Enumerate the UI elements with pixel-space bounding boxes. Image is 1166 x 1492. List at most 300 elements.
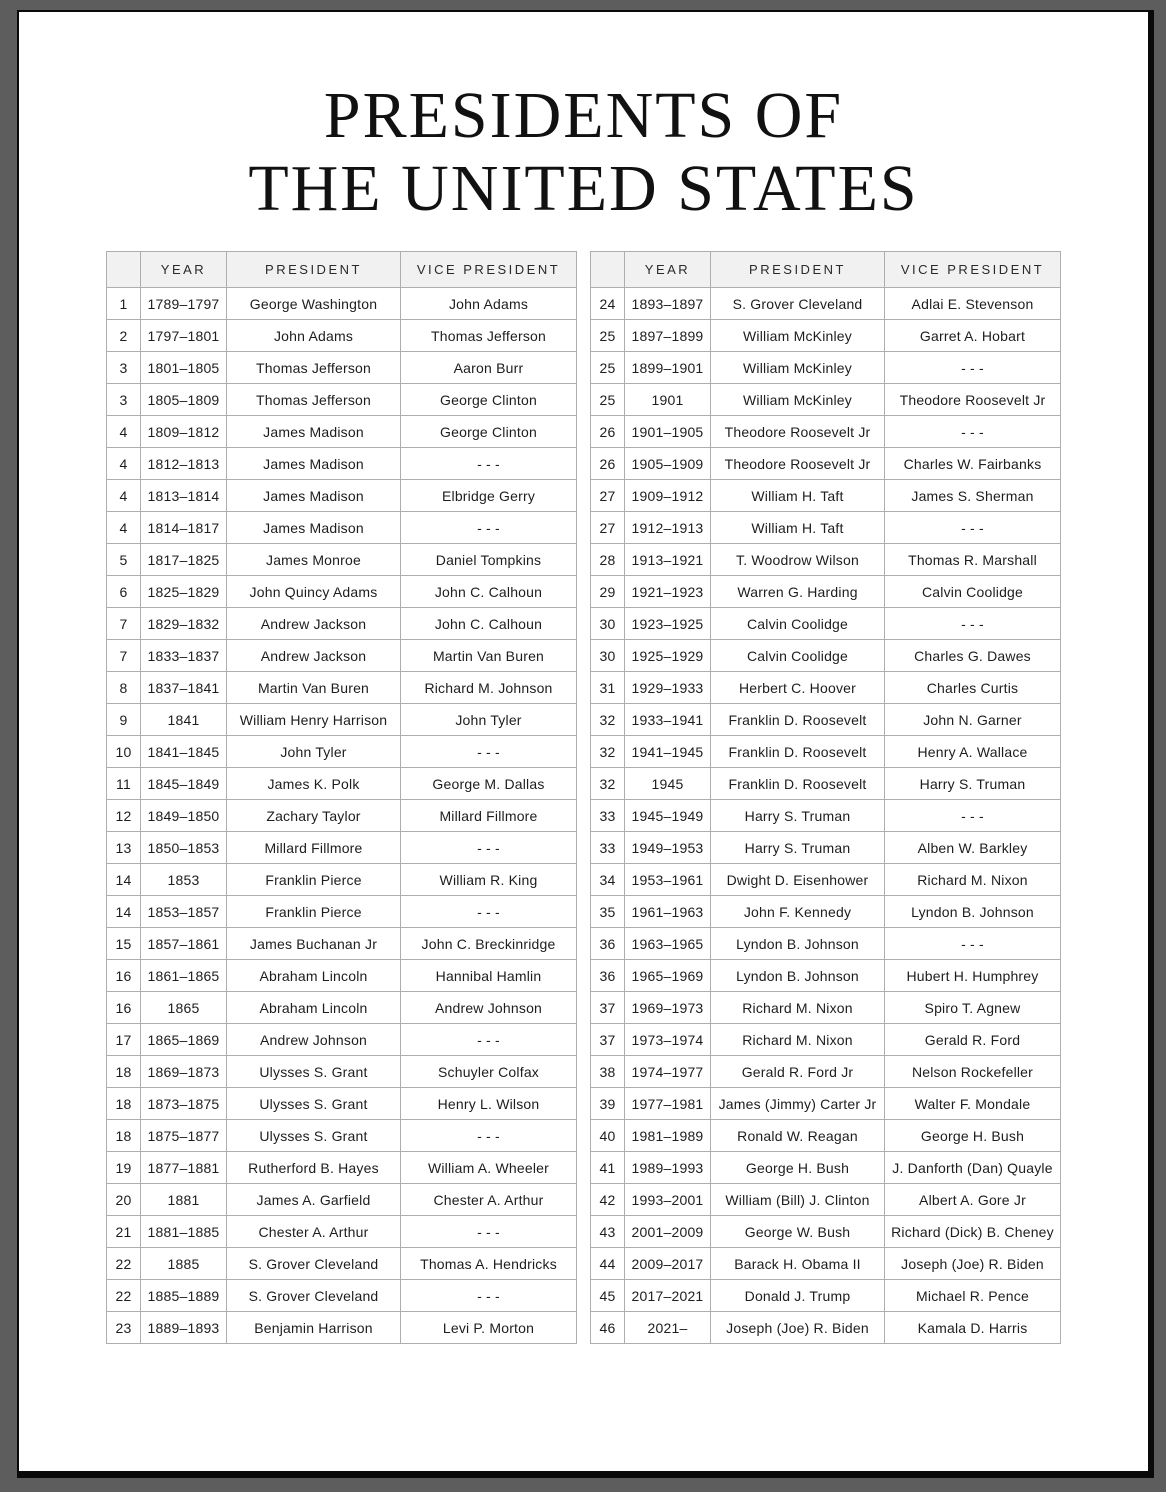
cell-president: Franklin Pierce: [227, 864, 401, 896]
cell-vice-president: - - -: [401, 832, 577, 864]
cell-year: 1945–1949: [625, 800, 711, 832]
cell-number: 42: [591, 1184, 625, 1216]
cell-year: 1875–1877: [141, 1120, 227, 1152]
table-row: [107, 960, 577, 992]
table-row: [107, 1056, 577, 1088]
cell-year: 1953–1961: [625, 864, 711, 896]
table-row: [107, 832, 577, 864]
cell-year: 1877–1881: [141, 1152, 227, 1184]
cell-vice-president: Charles G. Dawes: [885, 640, 1061, 672]
cell-year: 1912–1913: [625, 512, 711, 544]
cell-number: 16: [107, 992, 141, 1024]
cell-vice-president: William R. King: [401, 864, 577, 896]
cell-president: Ulysses S. Grant: [227, 1120, 401, 1152]
cell-president: Andrew Johnson: [227, 1024, 401, 1056]
cell-vice-president: Joseph (Joe) R. Biden: [885, 1248, 1061, 1280]
cell-vice-president: - - -: [885, 416, 1061, 448]
cell-vice-president: John Adams: [401, 288, 577, 320]
cell-year: 1901: [625, 384, 711, 416]
cell-year: 1809–1812: [141, 416, 227, 448]
table-row: [591, 384, 1061, 416]
cell-number: 4: [107, 512, 141, 544]
table-body-left: [107, 288, 577, 1344]
table-row: [107, 480, 577, 512]
cell-president: William (Bill) J. Clinton: [711, 1184, 885, 1216]
cell-number: 27: [591, 512, 625, 544]
cell-vice-president: Walter F. Mondale: [885, 1088, 1061, 1120]
cell-president: Lyndon B. Johnson: [711, 960, 885, 992]
cell-president: S. Grover Cleveland: [227, 1248, 401, 1280]
cell-vice-president: William A. Wheeler: [401, 1152, 577, 1184]
header-year: YEAR: [141, 252, 227, 288]
header-number: [107, 252, 141, 288]
cell-vice-president: - - -: [401, 1280, 577, 1312]
cell-president: James Madison: [227, 416, 401, 448]
cell-president: George Washington: [227, 288, 401, 320]
cell-number: 40: [591, 1120, 625, 1152]
cell-vice-president: - - -: [885, 352, 1061, 384]
page-title-line-2: THE UNITED STATES: [248, 151, 919, 225]
cell-number: 44: [591, 1248, 625, 1280]
cell-year: 1923–1925: [625, 608, 711, 640]
cell-president: S. Grover Cleveland: [711, 288, 885, 320]
cell-number: 18: [107, 1120, 141, 1152]
cell-year: 1873–1875: [141, 1088, 227, 1120]
cell-vice-president: John C. Calhoun: [401, 608, 577, 640]
cell-year: 1869–1873: [141, 1056, 227, 1088]
cell-president: William McKinley: [711, 384, 885, 416]
table-row: [591, 1312, 1061, 1344]
cell-president: Ulysses S. Grant: [227, 1088, 401, 1120]
cell-vice-president: Albert A. Gore Jr: [885, 1184, 1061, 1216]
cell-year: 1969–1973: [625, 992, 711, 1024]
cell-president: Abraham Lincoln: [227, 960, 401, 992]
cell-vice-president: Charles Curtis: [885, 672, 1061, 704]
cell-year: 1833–1837: [141, 640, 227, 672]
cell-year: 1853: [141, 864, 227, 896]
cell-number: 14: [107, 896, 141, 928]
cell-president: Martin Van Buren: [227, 672, 401, 704]
cell-vice-president: Schuyler Colfax: [401, 1056, 577, 1088]
table-row: [107, 1280, 577, 1312]
cell-year: 1865–1869: [141, 1024, 227, 1056]
table-row: [107, 576, 577, 608]
table-row: [591, 736, 1061, 768]
cell-vice-president: Harry S. Truman: [885, 768, 1061, 800]
cell-number: 4: [107, 448, 141, 480]
cell-vice-president: - - -: [885, 608, 1061, 640]
cell-year: 1901–1905: [625, 416, 711, 448]
cell-number: 32: [591, 704, 625, 736]
cell-number: 25: [591, 352, 625, 384]
cell-president: William H. Taft: [711, 480, 885, 512]
cell-vice-president: Hubert H. Humphrey: [885, 960, 1061, 992]
cell-president: Andrew Jackson: [227, 608, 401, 640]
table-row: [107, 416, 577, 448]
cell-president: Calvin Coolidge: [711, 640, 885, 672]
table-row: [107, 1184, 577, 1216]
cell-number: 41: [591, 1152, 625, 1184]
cell-vice-president: George Clinton: [401, 384, 577, 416]
cell-president: T. Woodrow Wilson: [711, 544, 885, 576]
cell-year: 1861–1865: [141, 960, 227, 992]
cell-president: William H. Taft: [711, 512, 885, 544]
cell-year: 1829–1832: [141, 608, 227, 640]
cell-number: 22: [107, 1248, 141, 1280]
table-row: [591, 800, 1061, 832]
cell-vice-president: Calvin Coolidge: [885, 576, 1061, 608]
table-row: [107, 1088, 577, 1120]
cell-number: 36: [591, 928, 625, 960]
table-row: [107, 992, 577, 1024]
cell-president: Franklin D. Roosevelt: [711, 736, 885, 768]
cell-vice-president: Daniel Tompkins: [401, 544, 577, 576]
table-row: [107, 672, 577, 704]
cell-year: 1921–1923: [625, 576, 711, 608]
table-row: [107, 448, 577, 480]
cell-vice-president: Millard Fillmore: [401, 800, 577, 832]
cell-vice-president: Richard (Dick) B. Cheney: [885, 1216, 1061, 1248]
cell-year: 1865: [141, 992, 227, 1024]
cell-number: 17: [107, 1024, 141, 1056]
table-body-right: [591, 288, 1061, 1344]
cell-number: 4: [107, 480, 141, 512]
cell-number: 43: [591, 1216, 625, 1248]
cell-president: John Tyler: [227, 736, 401, 768]
cell-number: 7: [107, 640, 141, 672]
cell-president: Harry S. Truman: [711, 800, 885, 832]
cell-year: 1837–1841: [141, 672, 227, 704]
table-row: [591, 320, 1061, 352]
presidents-table-right: [590, 251, 1061, 1344]
cell-number: 30: [591, 640, 625, 672]
cell-number: 2: [107, 320, 141, 352]
cell-year: 2001–2009: [625, 1216, 711, 1248]
cell-president: Thomas Jefferson: [227, 352, 401, 384]
table-header: [107, 252, 577, 288]
cell-number: 22: [107, 1280, 141, 1312]
table-row: [591, 480, 1061, 512]
table-row: [591, 608, 1061, 640]
cell-number: 24: [591, 288, 625, 320]
cell-year: 1885–1889: [141, 1280, 227, 1312]
cell-vice-president: Lyndon B. Johnson: [885, 896, 1061, 928]
table-row: [107, 352, 577, 384]
cell-number: 18: [107, 1088, 141, 1120]
cell-year: 1929–1933: [625, 672, 711, 704]
table-row: [591, 1024, 1061, 1056]
cell-year: 2009–2017: [625, 1248, 711, 1280]
cell-vice-president: Aaron Burr: [401, 352, 577, 384]
cell-number: 39: [591, 1088, 625, 1120]
table-row: [107, 1024, 577, 1056]
cell-president: Zachary Taylor: [227, 800, 401, 832]
cell-president: John Adams: [227, 320, 401, 352]
cell-year: 1993–2001: [625, 1184, 711, 1216]
cell-vice-president: J. Danforth (Dan) Quayle: [885, 1152, 1061, 1184]
cell-president: James A. Garfield: [227, 1184, 401, 1216]
cell-president: William Henry Harrison: [227, 704, 401, 736]
table-row: [107, 928, 577, 960]
cell-number: 1: [107, 288, 141, 320]
cell-president: Franklin D. Roosevelt: [711, 704, 885, 736]
cell-president: Ulysses S. Grant: [227, 1056, 401, 1088]
cell-vice-president: - - -: [885, 512, 1061, 544]
cell-number: 32: [591, 736, 625, 768]
cell-number: 19: [107, 1152, 141, 1184]
header-year: YEAR: [625, 252, 711, 288]
cell-vice-president: Thomas A. Hendricks: [401, 1248, 577, 1280]
table-row: [107, 1312, 577, 1344]
cell-number: 16: [107, 960, 141, 992]
cell-president: S. Grover Cleveland: [227, 1280, 401, 1312]
cell-vice-president: - - -: [885, 928, 1061, 960]
table-row: [591, 288, 1061, 320]
table-row: [591, 864, 1061, 896]
header-number: [591, 252, 625, 288]
table-row: [591, 1056, 1061, 1088]
cell-president: Thomas Jefferson: [227, 384, 401, 416]
cell-president: Barack H. Obama II: [711, 1248, 885, 1280]
cell-number: 10: [107, 736, 141, 768]
cell-number: 11: [107, 768, 141, 800]
cell-vice-president: George Clinton: [401, 416, 577, 448]
cell-number: 30: [591, 608, 625, 640]
table-row: [107, 704, 577, 736]
cell-president: Theodore Roosevelt Jr: [711, 448, 885, 480]
table-row: [591, 1216, 1061, 1248]
cell-year: 1977–1981: [625, 1088, 711, 1120]
header-president: PRESIDENT: [711, 252, 885, 288]
cell-president: Herbert C. Hoover: [711, 672, 885, 704]
cell-vice-president: Kamala D. Harris: [885, 1312, 1061, 1344]
cell-vice-president: Spiro T. Agnew: [885, 992, 1061, 1024]
cell-year: 1805–1809: [141, 384, 227, 416]
cell-vice-president: Alben W. Barkley: [885, 832, 1061, 864]
cell-president: James Madison: [227, 512, 401, 544]
header-vice-president: VICE PRESIDENT: [885, 252, 1061, 288]
cell-vice-president: John Tyler: [401, 704, 577, 736]
cell-number: 4: [107, 416, 141, 448]
table-row: [107, 320, 577, 352]
cell-vice-president: Gerald R. Ford: [885, 1024, 1061, 1056]
cell-vice-president: Thomas R. Marshall: [885, 544, 1061, 576]
cell-president: Ronald W. Reagan: [711, 1120, 885, 1152]
table-row: [107, 640, 577, 672]
cell-president: Chester A. Arthur: [227, 1216, 401, 1248]
cell-president: James K. Polk: [227, 768, 401, 800]
table-row: [591, 896, 1061, 928]
cell-number: 9: [107, 704, 141, 736]
cell-vice-president: Chester A. Arthur: [401, 1184, 577, 1216]
cell-president: Andrew Jackson: [227, 640, 401, 672]
cell-president: John F. Kennedy: [711, 896, 885, 928]
cell-year: 1789–1797: [141, 288, 227, 320]
table-row: [591, 704, 1061, 736]
table-row: [591, 576, 1061, 608]
cell-year: 1841–1845: [141, 736, 227, 768]
cell-president: William McKinley: [711, 352, 885, 384]
cell-number: 25: [591, 384, 625, 416]
cell-vice-president: John C. Calhoun: [401, 576, 577, 608]
table-row: [591, 448, 1061, 480]
table-row: [591, 992, 1061, 1024]
cell-number: 37: [591, 992, 625, 1024]
cell-year: 1813–1814: [141, 480, 227, 512]
cell-year: 1797–1801: [141, 320, 227, 352]
cell-number: 46: [591, 1312, 625, 1344]
cell-vice-president: John N. Garner: [885, 704, 1061, 736]
cell-president: James Madison: [227, 448, 401, 480]
cell-number: 5: [107, 544, 141, 576]
table-row: [107, 544, 577, 576]
cell-president: Theodore Roosevelt Jr: [711, 416, 885, 448]
tables-container: [19, 251, 1148, 1344]
presidents-table-left: [106, 251, 577, 1344]
table-row: [107, 1152, 577, 1184]
cell-number: 23: [107, 1312, 141, 1344]
cell-year: 1893–1897: [625, 288, 711, 320]
cell-vice-president: Richard M. Nixon: [885, 864, 1061, 896]
cell-year: 1909–1912: [625, 480, 711, 512]
cell-president: Millard Fillmore: [227, 832, 401, 864]
cell-president: James Madison: [227, 480, 401, 512]
cell-number: 3: [107, 384, 141, 416]
table-row: [107, 288, 577, 320]
cell-number: 33: [591, 832, 625, 864]
cell-year: 1841: [141, 704, 227, 736]
cell-vice-president: - - -: [401, 896, 577, 928]
cell-year: 2017–2021: [625, 1280, 711, 1312]
header-president: PRESIDENT: [227, 252, 401, 288]
page-title-line-1: PRESIDENTS OF: [323, 79, 844, 152]
table-header: [591, 252, 1061, 288]
table-row: [107, 608, 577, 640]
cell-number: 32: [591, 768, 625, 800]
table-row: [591, 928, 1061, 960]
cell-vice-president: Garret A. Hobart: [885, 320, 1061, 352]
cell-president: James (Jimmy) Carter Jr: [711, 1088, 885, 1120]
table-row: [107, 800, 577, 832]
document-page: [17, 10, 1154, 1478]
table-row: [591, 832, 1061, 864]
cell-year: 1801–1805: [141, 352, 227, 384]
cell-president: Dwight D. Eisenhower: [711, 864, 885, 896]
cell-president: Harry S. Truman: [711, 832, 885, 864]
cell-vice-president: - - -: [401, 1216, 577, 1248]
cell-vice-president: James S. Sherman: [885, 480, 1061, 512]
cell-year: 1817–1825: [141, 544, 227, 576]
cell-vice-president: - - -: [401, 1120, 577, 1152]
cell-year: 1949–1953: [625, 832, 711, 864]
header-row: [591, 252, 1061, 288]
table-row: [591, 1152, 1061, 1184]
cell-year: 1845–1849: [141, 768, 227, 800]
cell-year: 1814–1817: [141, 512, 227, 544]
cell-number: 34: [591, 864, 625, 896]
cell-number: 21: [107, 1216, 141, 1248]
cell-year: 1849–1850: [141, 800, 227, 832]
cell-vice-president: - - -: [885, 800, 1061, 832]
cell-number: 35: [591, 896, 625, 928]
cell-year: 1881: [141, 1184, 227, 1216]
cell-number: 8: [107, 672, 141, 704]
cell-president: George W. Bush: [711, 1216, 885, 1248]
cell-president: Donald J. Trump: [711, 1280, 885, 1312]
cell-president: Franklin Pierce: [227, 896, 401, 928]
cell-president: Richard M. Nixon: [711, 1024, 885, 1056]
table-row: [107, 1216, 577, 1248]
cell-president: Rutherford B. Hayes: [227, 1152, 401, 1184]
cell-president: Richard M. Nixon: [711, 992, 885, 1024]
cell-year: 2021–: [625, 1312, 711, 1344]
cell-number: 25: [591, 320, 625, 352]
cell-number: 13: [107, 832, 141, 864]
cell-year: 1974–1977: [625, 1056, 711, 1088]
cell-vice-president: Theodore Roosevelt Jr: [885, 384, 1061, 416]
cell-number: 31: [591, 672, 625, 704]
cell-year: 1905–1909: [625, 448, 711, 480]
cell-president: George H. Bush: [711, 1152, 885, 1184]
table-row: [591, 768, 1061, 800]
cell-vice-president: Hannibal Hamlin: [401, 960, 577, 992]
cell-president: William McKinley: [711, 320, 885, 352]
table-row: [107, 1248, 577, 1280]
cell-number: 45: [591, 1280, 625, 1312]
cell-president: Franklin D. Roosevelt: [711, 768, 885, 800]
cell-year: 1850–1853: [141, 832, 227, 864]
cell-number: 33: [591, 800, 625, 832]
table-row: [591, 512, 1061, 544]
cell-year: 1812–1813: [141, 448, 227, 480]
cell-number: 27: [591, 480, 625, 512]
cell-president: Calvin Coolidge: [711, 608, 885, 640]
cell-year: 1945: [625, 768, 711, 800]
table-row: [591, 640, 1061, 672]
table-row: [107, 864, 577, 896]
cell-president: Gerald R. Ford Jr: [711, 1056, 885, 1088]
cell-vice-president: - - -: [401, 448, 577, 480]
cell-president: James Buchanan Jr: [227, 928, 401, 960]
cell-vice-president: Levi P. Morton: [401, 1312, 577, 1344]
cell-president: Abraham Lincoln: [227, 992, 401, 1024]
page-title: [19, 80, 1148, 225]
cell-president: Warren G. Harding: [711, 576, 885, 608]
cell-year: 1899–1901: [625, 352, 711, 384]
cell-number: 26: [591, 448, 625, 480]
cell-year: 1857–1861: [141, 928, 227, 960]
cell-vice-president: - - -: [401, 736, 577, 768]
cell-vice-president: Thomas Jefferson: [401, 320, 577, 352]
table-row: [107, 896, 577, 928]
cell-vice-president: Martin Van Buren: [401, 640, 577, 672]
cell-number: 26: [591, 416, 625, 448]
table-row: [591, 1184, 1061, 1216]
cell-year: 1853–1857: [141, 896, 227, 928]
cell-year: 1933–1941: [625, 704, 711, 736]
cell-vice-president: Henry A. Wallace: [885, 736, 1061, 768]
cell-president: Lyndon B. Johnson: [711, 928, 885, 960]
cell-year: 1913–1921: [625, 544, 711, 576]
cell-year: 1989–1993: [625, 1152, 711, 1184]
table-row: [591, 672, 1061, 704]
cell-vice-president: - - -: [401, 512, 577, 544]
cell-number: 29: [591, 576, 625, 608]
cell-number: 7: [107, 608, 141, 640]
cell-number: 20: [107, 1184, 141, 1216]
table-row: [591, 1248, 1061, 1280]
table-row: [591, 352, 1061, 384]
